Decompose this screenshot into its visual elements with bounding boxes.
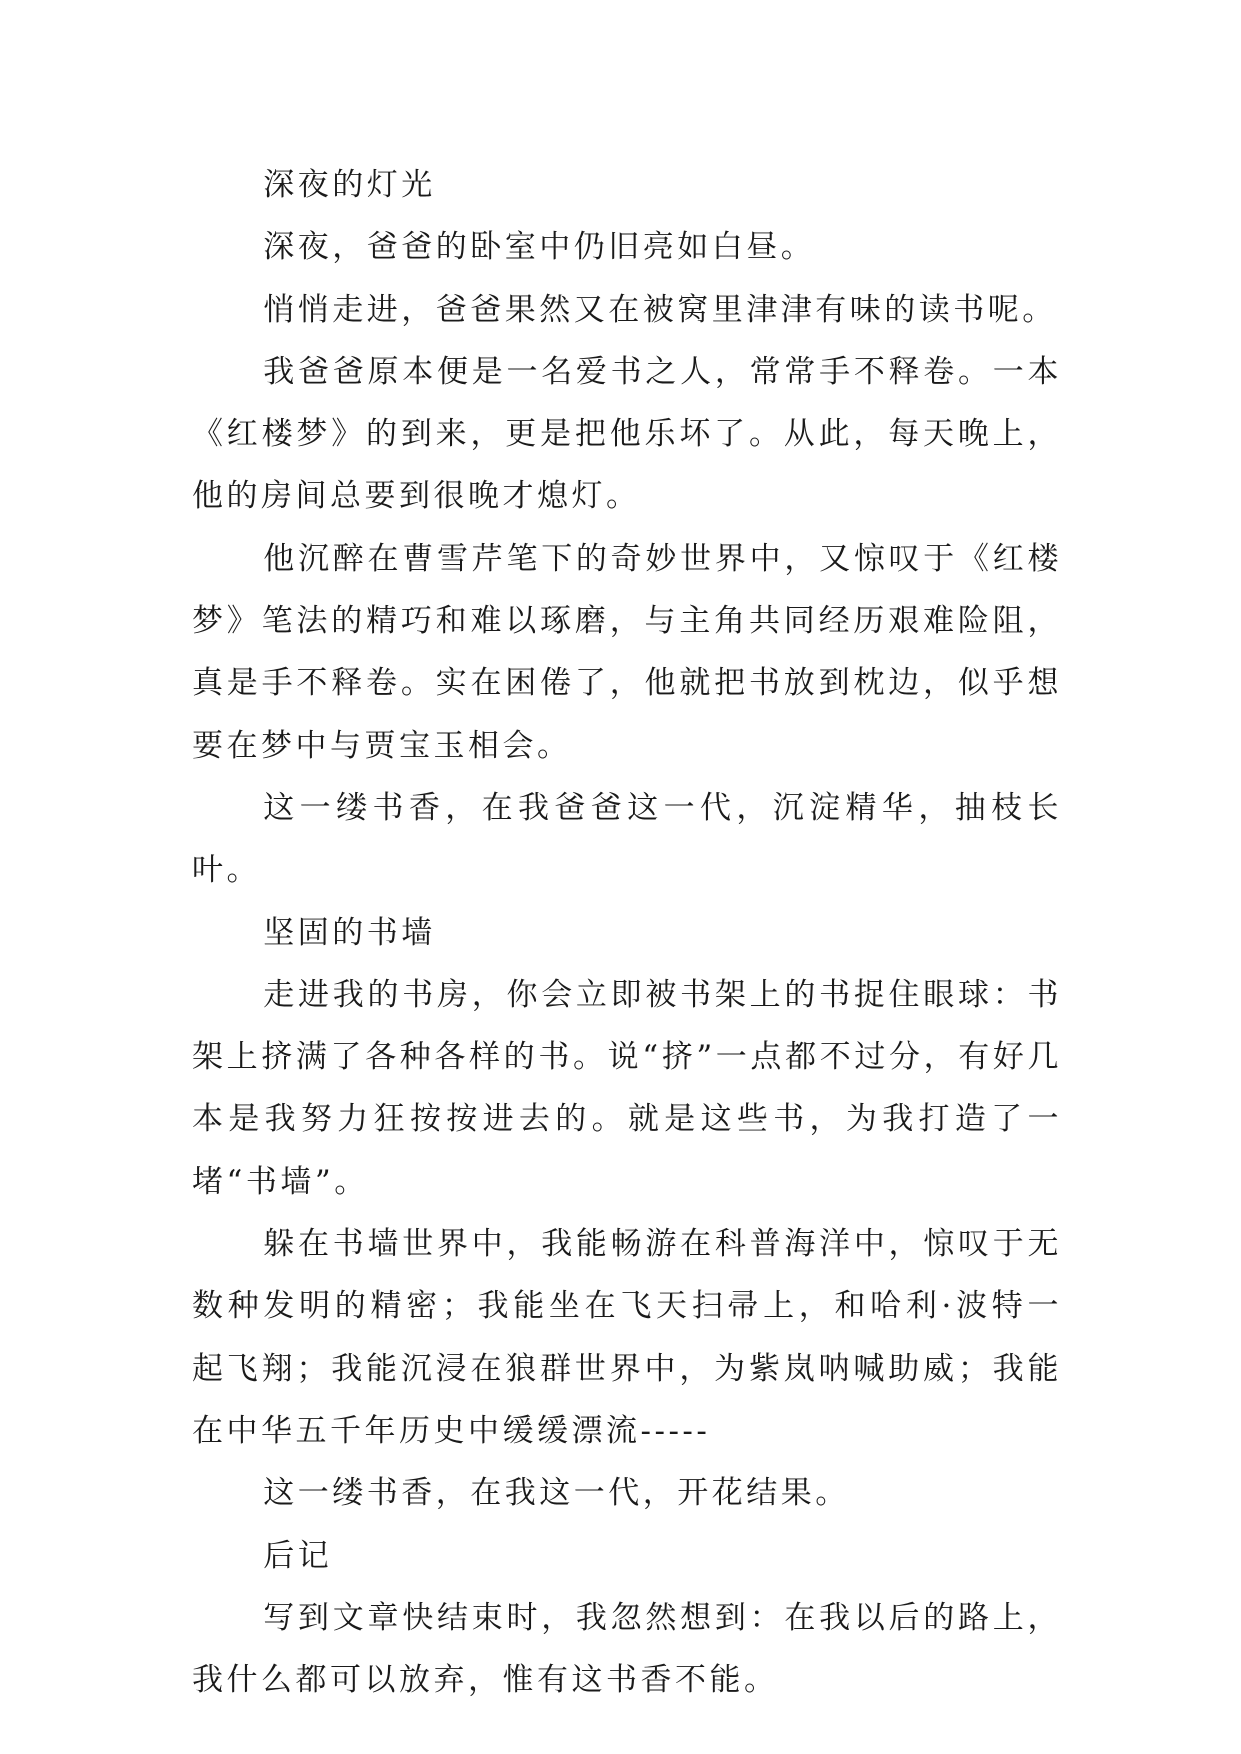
document-body	[192, 154, 1062, 1711]
paragraph: 写到文章快结束时，我忽然想到：在我以后的路上，我什么都可以放弃，惟有这书香不能。	[192, 1599, 1062, 1699]
paragraph: 这一缕书香，在我爸爸这一代，沉淀精华，抽枝长叶。	[192, 789, 1062, 889]
paragraph: 悄悄走进，爸爸果然又在被窝里津津有味的读书呢。	[263, 291, 1057, 328]
section-heading-afterword: 后记	[263, 1537, 333, 1574]
paragraph: 躲在书墙世界中，我能畅游在科普海洋中，惊叹于无数种发明的精密；我能坐在飞天扫帚上，和哈利·波特一起飞翔；我能沉浸在狼群世界中，为紫岚呐喊助威；我能在中华五千年历史中缓缓漂流-----	[192, 1226, 1062, 1449]
section-heading-book-wall: 坚固的书墙	[263, 914, 436, 951]
paragraph: 他沉醉在曹雪芹笔下的奇妙世界中，又惊叹于《红楼梦》笔法的精巧和难以琢磨，与主角共同经历艰难险阻，真是手不释卷。实在困倦了，他就把书放到枕边，似乎想要在梦中与贾宝玉相会。	[192, 540, 1062, 764]
paragraph: 我爸爸原本便是一名爱书之人，常常手不释卷。一本《红楼梦》的到来，更是把他乐坏了。从此，每天晚上，他的房间总要到很晚才熄灯。	[192, 353, 1062, 515]
section-heading-late-night-light: 深夜的灯光	[263, 167, 436, 203]
paragraph: 走进我的书房，你会立即被书架上的书捉住眼球：书架上挤满了各种各样的书。说“挤”一点都不过分，有好几本是我努力狂按按进去的。就是这些书，为我打造了一堵“书墙”。	[192, 976, 1062, 1200]
paragraph: 这一缕书香，在我这一代，开花结果。	[263, 1475, 850, 1512]
paragraph: 深夜，爸爸的卧室中仍旧亮如白昼。	[263, 229, 816, 266]
